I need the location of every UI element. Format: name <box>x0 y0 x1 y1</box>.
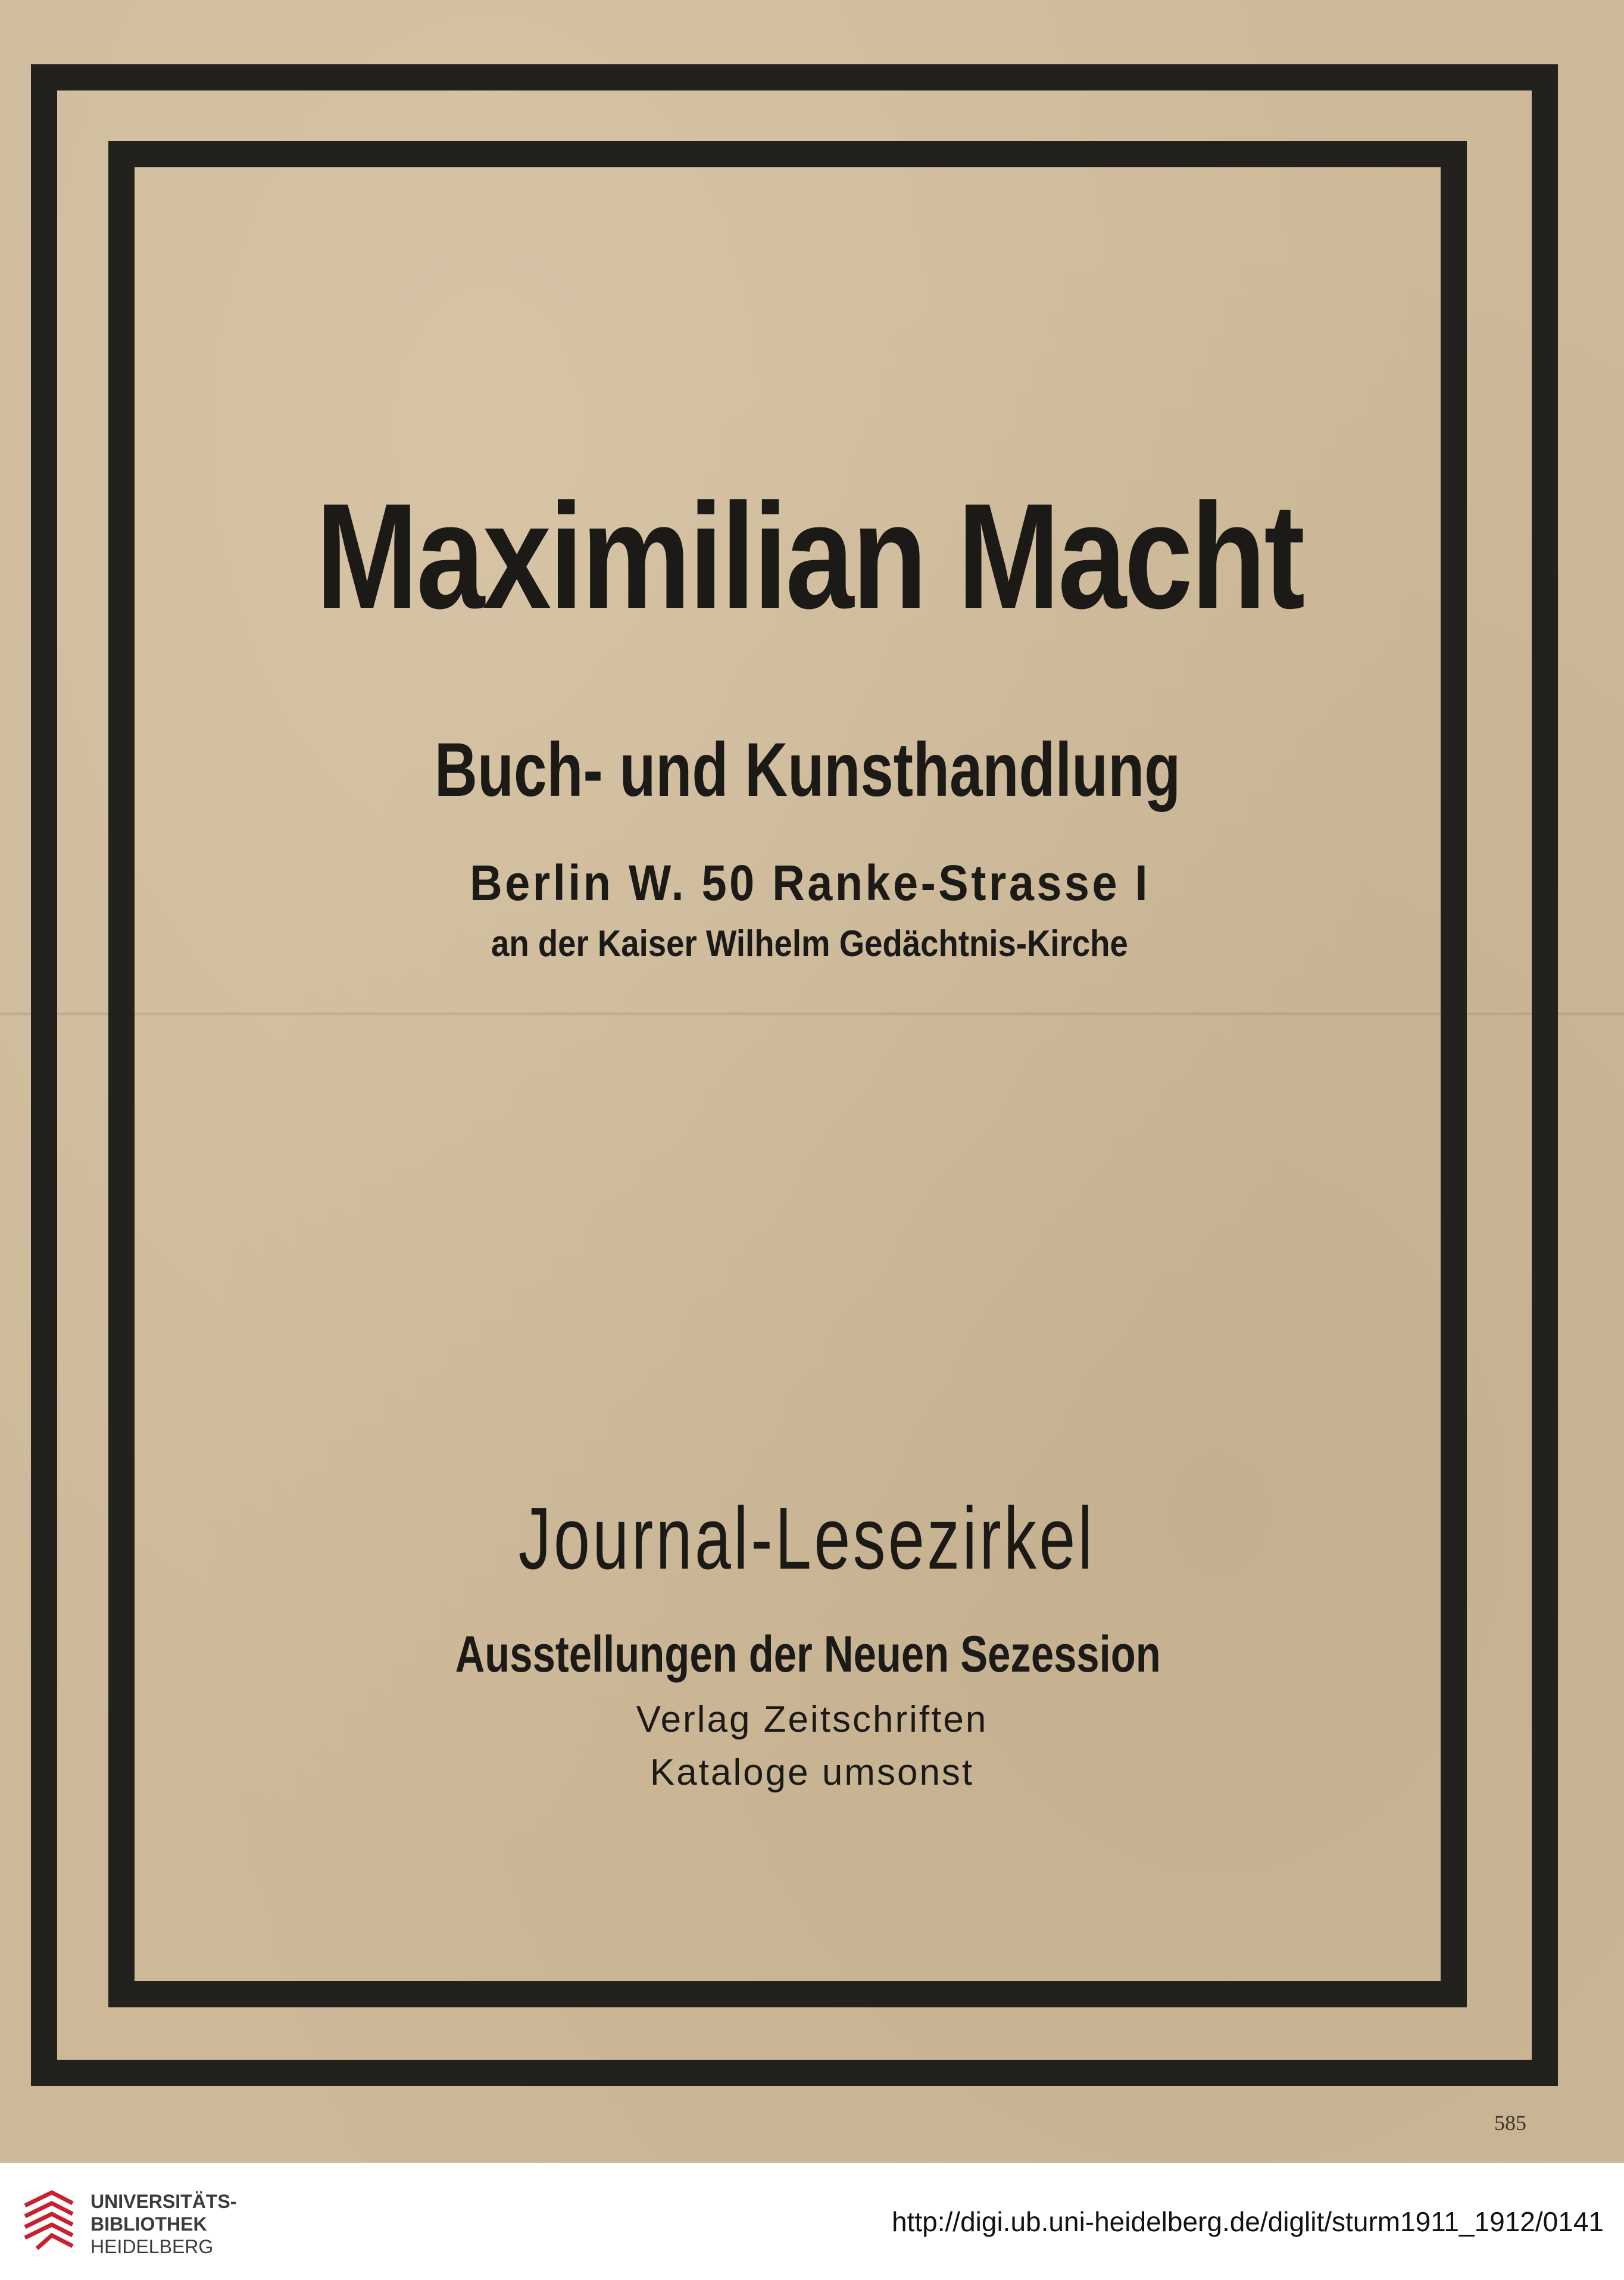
library-name <box>90 2190 236 2258</box>
library-logo-icon <box>19 2188 79 2253</box>
page-number: 585 <box>1494 2111 1526 2135</box>
permalink-url[interactable]: http://digi.ub.uni-heidelberg.de/diglit/sturm1911_1912/0141 <box>892 2206 1604 2237</box>
library-footer <box>0 2163 1624 2280</box>
exhibitions-line: Ausstellungen der Neuen Sezession <box>455 1626 1161 1683</box>
library-name-line-3: HEIDELBERG <box>90 2236 214 2257</box>
business-type: Buch- und Kunsthandlung <box>434 727 1181 813</box>
catalogs-line: Kataloge umsonst <box>649 1752 975 1793</box>
service-heading: Journal-Lesezirkel <box>518 1489 1095 1588</box>
library-name-line-1: UNIVERSITÄTS- <box>90 2191 237 2212</box>
advertiser-name: Maximilian Macht <box>316 473 1303 640</box>
address-line-2: an der Kaiser Wilhelm Gedächtnis-Kirche <box>491 923 1128 964</box>
publishing-line: Verlag Zeitschriften <box>636 1699 988 1740</box>
address-line-1: Berlin W. 50 Ranke-Strasse I <box>470 855 1151 911</box>
library-name-line-2: BIBLIOTHEK <box>90 2213 207 2235</box>
